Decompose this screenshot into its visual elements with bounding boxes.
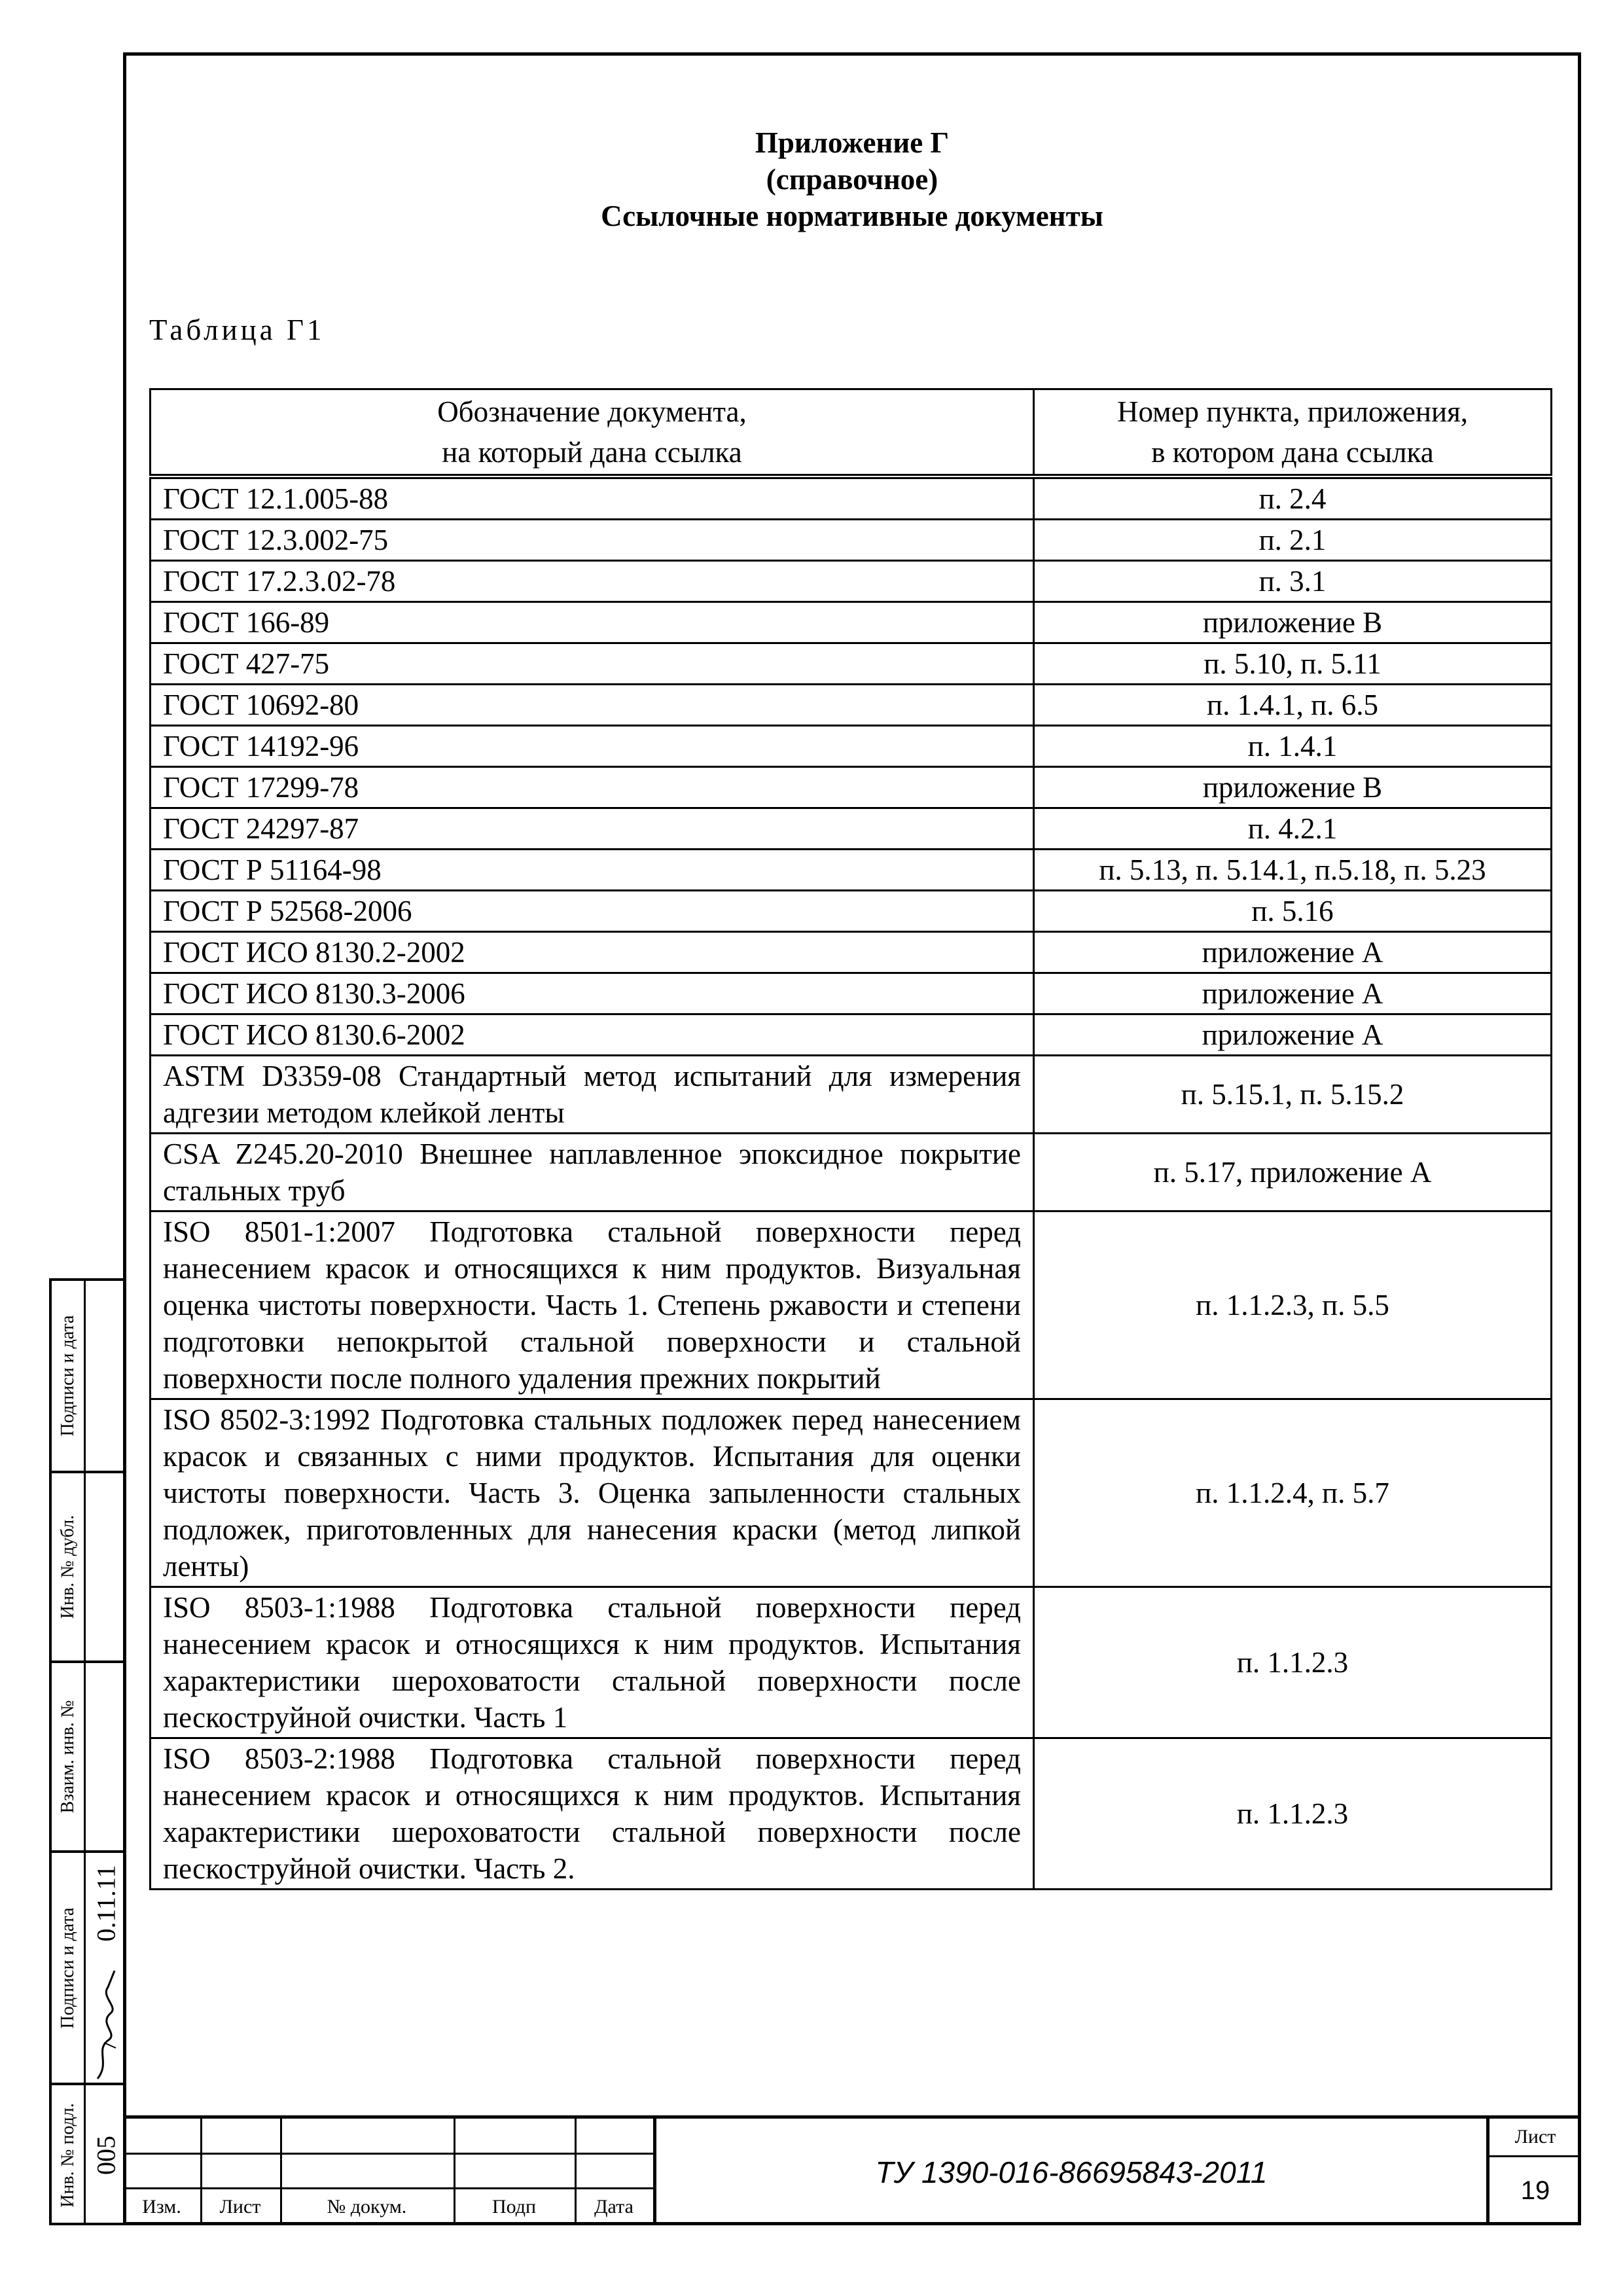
stamp-vzaim-inv — [52, 1660, 126, 1850]
header-document-line1: Обозначение документа, — [437, 395, 747, 428]
document-cell: ГОСТ ИСО 8130.2-2002 — [151, 932, 1034, 973]
table-row — [151, 726, 1552, 767]
reference-cell: п. 3.1 — [1034, 561, 1552, 602]
title-block — [123, 2115, 1581, 2225]
table-row — [151, 932, 1552, 973]
revision-grid — [123, 2119, 653, 2225]
table-row — [151, 602, 1552, 643]
reference-cell: п. 5.15.1, п. 5.15.2 — [1034, 1056, 1552, 1134]
stamp-label: Подписи и дата — [57, 1907, 78, 2028]
document-cell: ГОСТ 14192-96 — [151, 726, 1034, 767]
sheet-number: 19 — [1520, 2176, 1550, 2205]
stamp-signatures-1 — [52, 1281, 126, 1471]
document-cell: ГОСТ 10692-80 — [151, 685, 1034, 726]
reference-cell: п. 2.4 — [1034, 476, 1552, 520]
stamp-label: Инв. № подл. — [57, 2103, 78, 2208]
document-cell: ГОСТ 166-89 — [151, 602, 1034, 643]
data-label: Дата — [594, 2196, 633, 2217]
reference-cell: п. 1.1.2.3 — [1034, 1738, 1552, 1890]
table-header-row — [151, 389, 1552, 477]
document-cell: ГОСТ Р 52568-2006 — [151, 891, 1034, 932]
table-row — [151, 520, 1552, 561]
document-cell: ГОСТ ИСО 8130.3-2006 — [151, 973, 1034, 1014]
reference-cell: приложение А — [1034, 973, 1552, 1014]
document-cell: ISO 8503-1:1988 Подготовка стальной поверхности перед нанесением красок и относящихся к ним продуктов. Испытания характеристики шероховатости стальной поверхности после пескоструйной очистки. Часть 1 — [151, 1587, 1034, 1738]
margin-stamp — [49, 1278, 126, 2225]
table-row — [151, 808, 1552, 850]
document-cell: ГОСТ 12.3.002-75 — [151, 520, 1034, 561]
document-cell: ГОСТ 17.2.3.02-78 — [151, 561, 1034, 602]
document-cell: ГОСТ Р 51164-98 — [151, 850, 1034, 891]
document-cell: ISO 8501-1:2007 Подготовка стальной поверхности перед нанесением красок и относящихся к ним продуктов. Визуальная оценка чистоты поверхности. Часть 1. Степень ржавости и степени подготовки непокрытой стальной поверхности и стальной поверхности после полного удаления прежних покрытий — [151, 1211, 1034, 1399]
reference-cell: п. 2.1 — [1034, 520, 1552, 561]
document-cell: ГОСТ 12.1.005-88 — [151, 476, 1034, 520]
reference-cell: приложение В — [1034, 767, 1552, 808]
header-reference — [1034, 389, 1552, 477]
reference-cell: приложение В — [1034, 602, 1552, 643]
document-cell: ГОСТ ИСО 8130.6-2002 — [151, 1014, 1034, 1056]
reference-cell: п. 5.17, приложение А — [1034, 1134, 1552, 1211]
reference-cell: п. 1.1.2.3, п. 5.5 — [1034, 1211, 1552, 1399]
table-row — [151, 1211, 1552, 1399]
reference-cell: приложение А — [1034, 932, 1552, 973]
table-row — [151, 643, 1552, 685]
document-code: ТУ 1390-016-86695843-2011 — [653, 2119, 1486, 2225]
table-row — [151, 1014, 1552, 1056]
table-row — [151, 767, 1552, 808]
reference-cell: п. 5.10, п. 5.11 — [1034, 643, 1552, 685]
table-row — [151, 1399, 1552, 1587]
izm-label: Изм. — [142, 2196, 181, 2217]
header-reference-line2: в котором дана ссылка — [1151, 436, 1434, 469]
table-caption: Таблица Г1 — [149, 314, 325, 346]
stamp-label: Подписи и дата — [57, 1315, 78, 1437]
table-row — [151, 476, 1552, 520]
reference-cell: приложение А — [1034, 1014, 1552, 1056]
table-row — [151, 973, 1552, 1014]
table-row — [151, 561, 1552, 602]
table-row — [151, 1587, 1552, 1738]
header-document-line2: на который дана ссылка — [442, 436, 742, 469]
document-cell: ISO 8502-3:1992 Подготовка стальных подложек перед нанесением красок и связанных с ними продуктов. Испытания для оценки чистоты поверхности. Часть 3. Оценка запыленности стальных подложек, приготовленных для нанесения краски (метод липкой ленты) — [151, 1399, 1034, 1587]
table-row — [151, 1738, 1552, 1890]
document-cell: ГОСТ 17299-78 — [151, 767, 1034, 808]
stamp-label: Инв. № дубл. — [57, 1515, 78, 1619]
stamp-signatures-2 — [52, 1850, 126, 2083]
reference-cell: п. 1.4.1 — [1034, 726, 1552, 767]
document-cell: ISO 8503-2:1988 Подготовка стальной поверхности перед нанесением красок и относящихся к ним продуктов. Испытания характеристики шероховатости стальной поверхности после пескоструйной очистки. Часть 2. — [151, 1738, 1034, 1890]
stamp-inv-dubl — [52, 1471, 126, 1660]
reference-cell: п. 5.13, п. 5.14.1, п.5.18, п. 5.23 — [1034, 850, 1552, 891]
reference-cell: п. 1.1.2.3 — [1034, 1587, 1552, 1738]
reference-cell: п. 1.4.1, п. 6.5 — [1034, 685, 1552, 726]
reference-cell: п. 5.16 — [1034, 891, 1552, 932]
appendix-type: (справочное) — [766, 163, 938, 196]
table-row — [151, 850, 1552, 891]
header-reference-line1: Номер пункта, приложения, — [1116, 395, 1469, 428]
header-document — [151, 389, 1034, 477]
stamp-date-value: 0.11.11 — [91, 1865, 121, 1942]
document-cell: ГОСТ 24297-87 — [151, 808, 1034, 850]
table-row — [151, 685, 1552, 726]
table-row — [151, 1056, 1552, 1134]
sheet-box — [1486, 2119, 1581, 2225]
stamp-label: Взаим. инв. № — [57, 1700, 78, 1814]
references-table — [149, 388, 1552, 1890]
table-row — [151, 1134, 1552, 1211]
document-cell: ГОСТ 427-75 — [151, 643, 1034, 685]
podp-label: Подп — [491, 2196, 537, 2217]
stamp-inv-podl — [52, 2083, 126, 2225]
reference-cell: п. 1.1.2.4, п. 5.7 — [1034, 1399, 1552, 1587]
appendix-subtitle: Ссылочные нормативные документы — [601, 200, 1103, 232]
sheet-label: Лист — [1489, 2119, 1581, 2157]
list-label: Лист — [219, 2196, 261, 2217]
handwritten-signature — [91, 1951, 121, 2082]
reference-cell: п. 4.2.1 — [1034, 808, 1552, 850]
document-cell: ASTM D3359-08 Стандартный метод испытаний для измерения адгезии методом клейкой ленты — [151, 1056, 1034, 1134]
dokum-label: № докум. — [327, 2196, 407, 2217]
appendix-title: Приложение Г — [755, 126, 950, 159]
appendix-heading — [123, 124, 1581, 234]
stamp-inv-podl-value: 005 — [91, 2136, 121, 2175]
document-cell: CSA Z245.20-2010 Внешнее наплавленное эпоксидное покрытие стальных труб — [151, 1134, 1034, 1211]
table-row — [151, 891, 1552, 932]
